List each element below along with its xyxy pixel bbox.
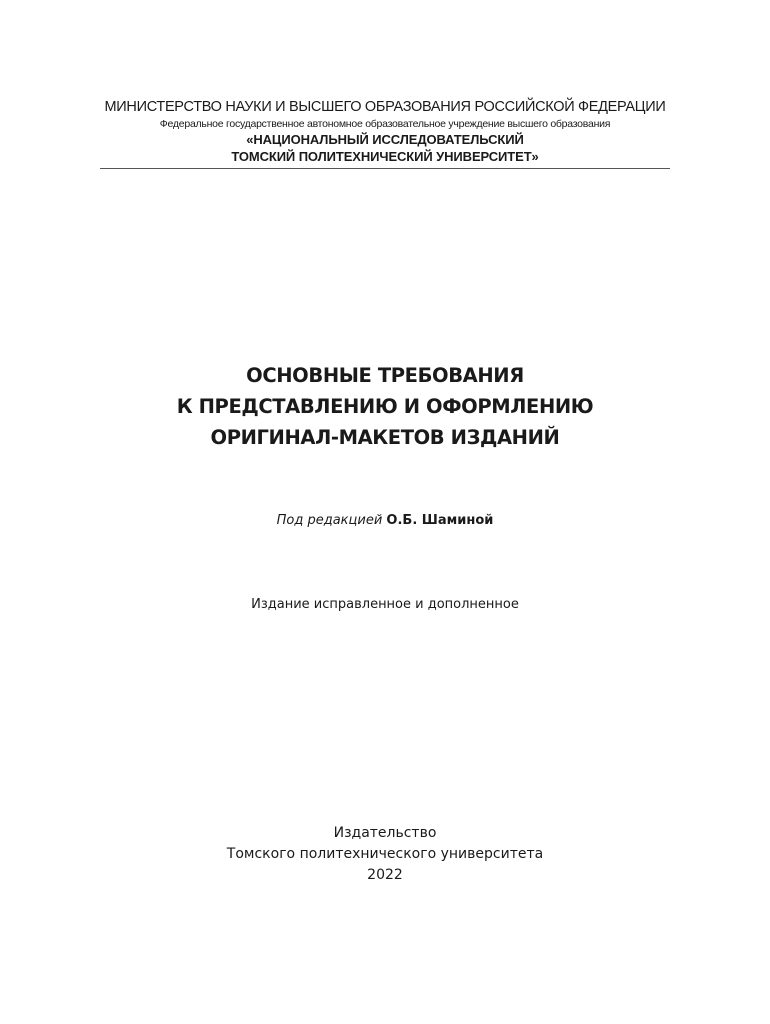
editor-credit	[60, 511, 710, 531]
editor-name: О.Б. Шаминой	[386, 513, 494, 528]
institution-header	[100, 98, 670, 169]
header-divider	[100, 168, 670, 169]
title-line-3: ОРИГИНАЛ-МАКЕТОВ ИЗДАНИЙ	[210, 426, 560, 449]
ministry-name: МИНИСТЕРСТВО НАУКИ И ВЫСШЕГО ОБРАЗОВАНИЯ РОССИЙСКОЙ ФЕДЕРАЦИИ	[104, 99, 666, 115]
publication-year: 2022	[367, 867, 403, 883]
document-title	[60, 360, 710, 453]
publisher-label: Издательство	[333, 825, 437, 841]
publisher-name: Томского политехнического университета	[226, 846, 544, 862]
publisher-imprint	[60, 823, 710, 886]
university-name-line1: «НАЦИОНАЛЬНЫЙ ИССЛЕДОВАТЕЛЬСКИЙ	[246, 132, 524, 147]
edition-note: Издание исправленное и дополненное	[251, 597, 519, 612]
editor-prefix: Под редакцией	[276, 513, 383, 528]
title-line-1: ОСНОВНЫЕ ТРЕБОВАНИЯ	[246, 364, 524, 387]
title-line-2: К ПРЕДСТАВЛЕНИЮ И ОФОРМЛЕНИЮ	[176, 395, 594, 418]
institution-type: Федеральное государственное автономное образовательное учреждение высшего образования	[159, 118, 611, 130]
university-name-line2: ТОМСКИЙ ПОЛИТЕХНИЧЕСКИЙ УНИВЕРСИТЕТ»	[231, 149, 539, 164]
